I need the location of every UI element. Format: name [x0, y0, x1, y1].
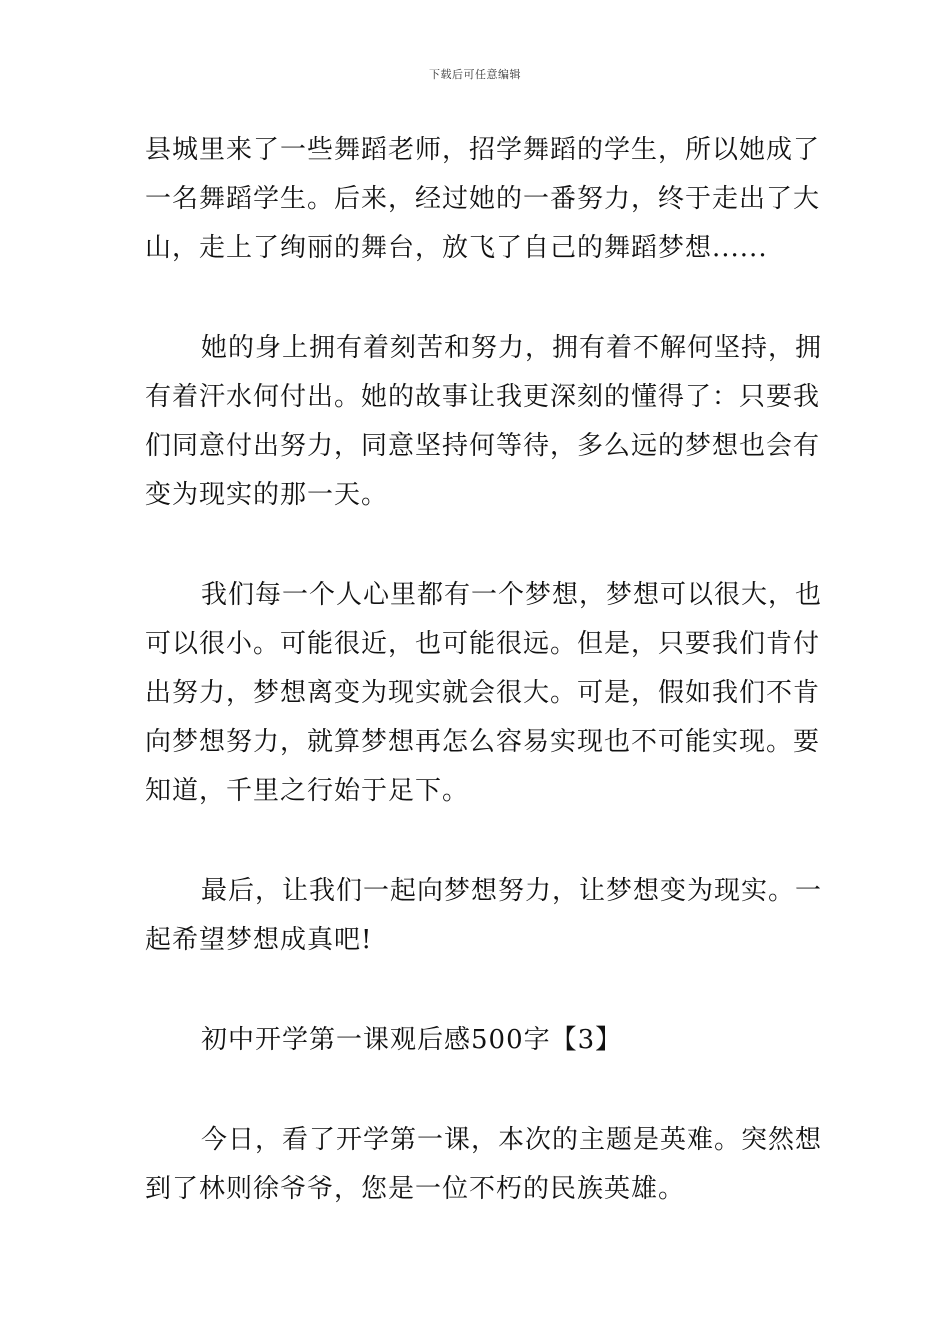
text-line: 今日，看了开学第一课，本次的主题是英难。突然想: [201, 1125, 823, 1155]
text-line: 知道，千里之行始于足下。: [145, 776, 470, 806]
paragraph-gap: [145, 1065, 810, 1116]
text-line: 一名舞蹈学生。后来，经过她的一番努力，终于走出了大: [145, 184, 821, 214]
text-line: 她的身上拥有着刻苦和努力，拥有着不解何坚持，拥: [201, 333, 823, 363]
page-header: 下载后可任意编辑: [429, 68, 521, 81]
paragraph-gap: [145, 965, 810, 1016]
text-line: 山，走上了绚丽的舞台，放飞了自己的舞蹈梦想......: [145, 233, 768, 263]
text-line: 可以很小。可能很近，也可能很远。但是，只要我们肯付: [145, 629, 821, 659]
paragraph-gap: [145, 273, 810, 324]
text-line: 有着汗水何付出。她的故事让我更深刻的懂得了：只要我: [145, 382, 821, 412]
paragraph: [145, 324, 823, 520]
paragraph: [145, 1116, 823, 1214]
paragraph-gap: [145, 816, 810, 867]
text-line: 到了林则徐爷爷，您是一位不朽的民族英雄。: [145, 1174, 686, 1204]
paragraph-gap: [145, 520, 810, 571]
paragraph: [145, 571, 823, 816]
text-line: 县城里来了一些舞蹈老师，招学舞蹈的学生，所以她成了: [145, 135, 821, 165]
paragraph: [145, 867, 823, 965]
text-line: 向梦想努力，就算梦想再怎么容易实现也不可能实现。要: [145, 727, 821, 757]
text-line: 起希望梦想成真吧!: [145, 925, 373, 955]
section-heading: [145, 1016, 810, 1065]
heading-line: 初中开学第一课观后感500字【3】: [201, 1025, 623, 1055]
document-body: [145, 126, 823, 1214]
text-line: 我们每一个人心里都有一个梦想，梦想可以很大，也: [201, 580, 823, 610]
text-line: 变为现实的那一天。: [145, 480, 389, 510]
paragraph: [145, 126, 821, 273]
text-line: 最后，让我们一起向梦想努力，让梦想变为现实。一: [201, 876, 823, 906]
text-line: 们同意付出努力，同意坚持何等待，多么远的梦想也会有: [145, 431, 821, 461]
text-line: 出努力，梦想离变为现实就会很大。可是，假如我们不肯: [145, 678, 821, 708]
